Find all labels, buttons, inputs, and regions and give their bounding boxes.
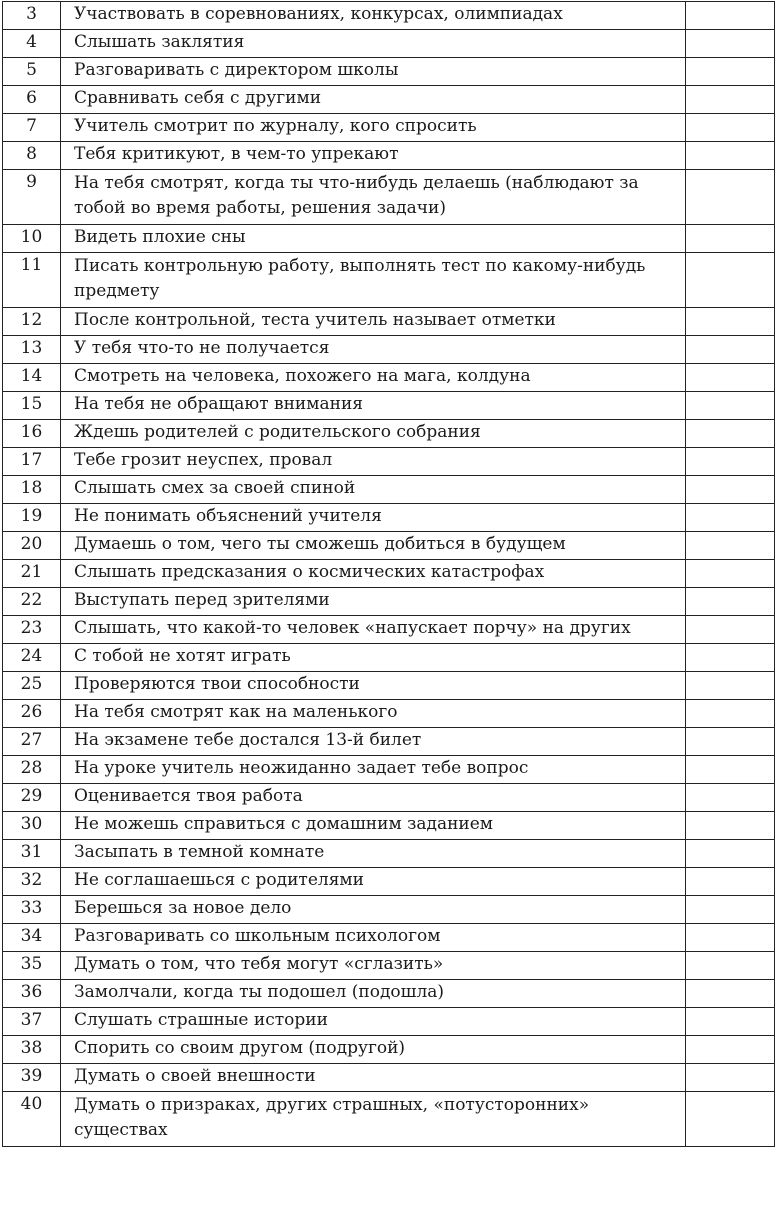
- item-number: 16: [3, 420, 61, 448]
- table-row: [3, 532, 775, 560]
- item-number: 27: [3, 728, 61, 756]
- item-text: Смотреть на человека, похожего на мага, колдуна: [61, 364, 686, 392]
- item-text: Замолчали, когда ты подошел (подошла): [61, 980, 686, 1008]
- answer-cell[interactable]: [686, 420, 775, 448]
- item-number: 26: [3, 700, 61, 728]
- table-row: [3, 896, 775, 924]
- item-number: 35: [3, 952, 61, 980]
- item-text: На тебя не обращают внимания: [61, 392, 686, 420]
- answer-cell[interactable]: [686, 1064, 775, 1092]
- answer-cell[interactable]: [686, 448, 775, 476]
- table-row: [3, 952, 775, 980]
- item-number: 39: [3, 1064, 61, 1092]
- item-text: Видеть плохие сны: [61, 225, 686, 253]
- table-row: [3, 560, 775, 588]
- table-row: [3, 728, 775, 756]
- item-text: Берешься за новое дело: [61, 896, 686, 924]
- table-row: [3, 225, 775, 253]
- table-row: [3, 142, 775, 170]
- item-number: 14: [3, 364, 61, 392]
- answer-cell[interactable]: [686, 1092, 775, 1147]
- table-row: [3, 1092, 775, 1147]
- answer-cell[interactable]: [686, 868, 775, 896]
- item-number: 36: [3, 980, 61, 1008]
- answer-cell[interactable]: [686, 30, 775, 58]
- item-text: Засыпать в темной комнате: [61, 840, 686, 868]
- item-text: Слушать страшные истории: [61, 1008, 686, 1036]
- item-number: 13: [3, 336, 61, 364]
- item-text: Проверяются твои способности: [61, 672, 686, 700]
- item-text: Думать о том, что тебя могут «сглазить»: [61, 952, 686, 980]
- item-text: Не понимать объяснений учителя: [61, 504, 686, 532]
- answer-cell[interactable]: [686, 672, 775, 700]
- item-text: Оценивается твоя работа: [61, 784, 686, 812]
- table-row: [3, 644, 775, 672]
- answer-cell[interactable]: [686, 504, 775, 532]
- item-text: Учитель смотрит по журналу, кого спросить: [61, 114, 686, 142]
- item-text: Тебя критикуют, в чем-то упрекают: [61, 142, 686, 170]
- item-text: Спорить со своим другом (подругой): [61, 1036, 686, 1064]
- answer-cell[interactable]: [686, 756, 775, 784]
- answer-cell[interactable]: [686, 560, 775, 588]
- item-number: 22: [3, 588, 61, 616]
- item-text: Участвовать в соревнованиях, конкурсах, олимпиадах: [61, 2, 686, 30]
- item-number: 25: [3, 672, 61, 700]
- item-number: 6: [3, 86, 61, 114]
- table-row: [3, 170, 775, 225]
- item-number: 11: [3, 253, 61, 308]
- questionnaire-body: [3, 2, 775, 1147]
- item-number: 31: [3, 840, 61, 868]
- table-row: [3, 420, 775, 448]
- table-row: [3, 1008, 775, 1036]
- item-text: Думаешь о том, чего ты сможешь добиться в будущем: [61, 532, 686, 560]
- item-number: 24: [3, 644, 61, 672]
- table-row: [3, 924, 775, 952]
- answer-cell[interactable]: [686, 980, 775, 1008]
- table-row: [3, 1036, 775, 1064]
- item-text: Выступать перед зрителями: [61, 588, 686, 616]
- item-number: 5: [3, 58, 61, 86]
- answer-cell[interactable]: [686, 86, 775, 114]
- answer-cell[interactable]: [686, 616, 775, 644]
- item-text: Слышать смех за своей спиной: [61, 476, 686, 504]
- answer-cell[interactable]: [686, 336, 775, 364]
- answer-cell[interactable]: [686, 896, 775, 924]
- item-number: 4: [3, 30, 61, 58]
- answer-cell[interactable]: [686, 532, 775, 560]
- item-text: Ждешь родителей с родительского собрания: [61, 420, 686, 448]
- answer-cell[interactable]: [686, 1036, 775, 1064]
- item-text: Не можешь справиться с домашним заданием: [61, 812, 686, 840]
- item-number: 38: [3, 1036, 61, 1064]
- item-number: 33: [3, 896, 61, 924]
- answer-cell[interactable]: [686, 840, 775, 868]
- table-row: [3, 364, 775, 392]
- item-text: Думать о призраках, других страшных, «потусторонних» существах: [61, 1092, 686, 1147]
- item-number: 10: [3, 225, 61, 253]
- item-text: Слышать предсказания о космических катастрофах: [61, 560, 686, 588]
- answer-cell[interactable]: [686, 700, 775, 728]
- table-row: [3, 308, 775, 336]
- item-number: 19: [3, 504, 61, 532]
- answer-cell[interactable]: [686, 784, 775, 812]
- answer-cell[interactable]: [686, 1008, 775, 1036]
- item-text: Сравнивать себя с другими: [61, 86, 686, 114]
- item-text: Слышать заклятия: [61, 30, 686, 58]
- item-number: 30: [3, 812, 61, 840]
- answer-cell[interactable]: [686, 588, 775, 616]
- answer-cell[interactable]: [686, 2, 775, 30]
- item-number: 34: [3, 924, 61, 952]
- answer-cell[interactable]: [686, 952, 775, 980]
- answer-cell[interactable]: [686, 58, 775, 86]
- answer-cell[interactable]: [686, 142, 775, 170]
- item-text: На экзамене тебе достался 13-й билет: [61, 728, 686, 756]
- table-row: [3, 1064, 775, 1092]
- answer-cell[interactable]: [686, 225, 775, 253]
- answer-cell[interactable]: [686, 364, 775, 392]
- item-number: 9: [3, 170, 61, 225]
- answer-cell[interactable]: [686, 392, 775, 420]
- answer-cell[interactable]: [686, 812, 775, 840]
- item-text: Думать о своей внешности: [61, 1064, 686, 1092]
- item-number: 32: [3, 868, 61, 896]
- item-text: Разговаривать с директором школы: [61, 58, 686, 86]
- table-row: [3, 784, 775, 812]
- item-number: 29: [3, 784, 61, 812]
- answer-cell[interactable]: [686, 308, 775, 336]
- item-number: 3: [3, 2, 61, 30]
- item-text: На тебя смотрят как на маленького: [61, 700, 686, 728]
- table-row: [3, 86, 775, 114]
- table-row: [3, 980, 775, 1008]
- item-text: На уроке учитель неожиданно задает тебе вопрос: [61, 756, 686, 784]
- answer-cell[interactable]: [686, 644, 775, 672]
- item-number: 40: [3, 1092, 61, 1147]
- table-row: [3, 672, 775, 700]
- item-number: 37: [3, 1008, 61, 1036]
- item-text: Не соглашаешься с родителями: [61, 868, 686, 896]
- item-text: После контрольной, теста учитель называет отметки: [61, 308, 686, 336]
- item-number: 18: [3, 476, 61, 504]
- answer-cell[interactable]: [686, 476, 775, 504]
- item-number: 8: [3, 142, 61, 170]
- table-row: [3, 616, 775, 644]
- answer-cell[interactable]: [686, 253, 775, 308]
- answer-cell[interactable]: [686, 170, 775, 225]
- table-row: [3, 588, 775, 616]
- item-text: Тебе грозит неуспех, провал: [61, 448, 686, 476]
- item-number: 12: [3, 308, 61, 336]
- questionnaire-table: [2, 1, 775, 1147]
- item-number: 20: [3, 532, 61, 560]
- table-row: [3, 58, 775, 86]
- item-number: 15: [3, 392, 61, 420]
- answer-cell[interactable]: [686, 114, 775, 142]
- item-text: С тобой не хотят играть: [61, 644, 686, 672]
- table-row: [3, 114, 775, 142]
- table-row: [3, 336, 775, 364]
- table-row: [3, 392, 775, 420]
- table-row: [3, 504, 775, 532]
- item-text: Писать контрольную работу, выполнять тест по какому-нибудь предмету: [61, 253, 686, 308]
- table-row: [3, 476, 775, 504]
- table-row: [3, 756, 775, 784]
- item-text: На тебя смотрят, когда ты что-нибудь делаешь (наблюдают за тобой во время работы, решения задачи): [61, 170, 686, 225]
- item-number: 17: [3, 448, 61, 476]
- item-number: 21: [3, 560, 61, 588]
- table-row: [3, 700, 775, 728]
- table-row: [3, 448, 775, 476]
- item-number: 7: [3, 114, 61, 142]
- item-number: 23: [3, 616, 61, 644]
- item-text: Разговаривать со школьным психологом: [61, 924, 686, 952]
- table-row: [3, 840, 775, 868]
- item-text: У тебя что-то не получается: [61, 336, 686, 364]
- table-row: [3, 868, 775, 896]
- item-text: Слышать, что какой-то человек «напускает порчу» на других: [61, 616, 686, 644]
- table-row: [3, 253, 775, 308]
- answer-cell[interactable]: [686, 924, 775, 952]
- answer-cell[interactable]: [686, 728, 775, 756]
- table-row: [3, 812, 775, 840]
- item-number: 28: [3, 756, 61, 784]
- table-row: [3, 2, 775, 30]
- table-row: [3, 30, 775, 58]
